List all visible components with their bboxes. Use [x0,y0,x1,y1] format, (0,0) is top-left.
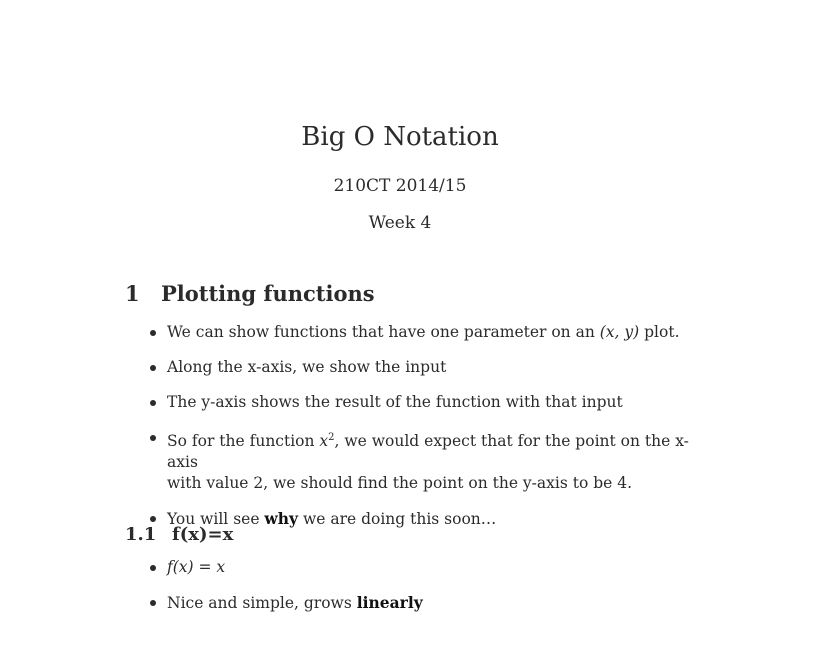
item-text-tail: plot. [639,323,680,341]
bullet-icon [150,516,156,522]
math-exponent: 2 [328,432,335,443]
math-expression: (x, y) [599,323,640,341]
item-text-tail: we are doing this soon… [298,510,497,528]
math-base: x [319,432,329,450]
emphasis-text: why [264,509,299,528]
list-item [150,392,710,413]
item-text: Along the x-axis, we show the input [167,358,447,376]
bullet-icon [150,565,156,571]
item-text: You will see [167,510,265,528]
list-item [150,322,710,343]
document-title: Big O Notation [301,122,499,152]
list-item [150,357,710,378]
bullet-list-plotting [150,322,710,544]
item-text: We can show functions that have one parameter on an [167,323,600,341]
list-item [150,592,710,614]
bullet-icon [150,435,156,441]
emphasis-text: linearly [356,593,423,612]
item-text: The y-axis shows the result of the function with that input [167,393,623,411]
item-text-tail: , we would expect that for the point on the x-axis [167,432,689,471]
subsection-number: 1.1 [125,524,157,545]
list-item [150,427,710,494]
course-code: 210CT 2014/15 [333,176,467,196]
section-title: Plotting functions [161,281,375,306]
bullet-icon [150,600,156,606]
bullet-icon [150,365,156,371]
week-label: Week 4 [368,213,432,233]
list-item [150,557,710,578]
subsection-title: f(x)=x [172,524,234,545]
section-heading-plotting-functions [125,281,375,306]
math-expression: f(x) = x [167,558,226,576]
item-text: Nice and simple, grows [167,594,357,612]
section-number: 1 [125,281,140,306]
bullet-icon [150,330,156,336]
subsection-heading-fx-x [125,524,233,545]
item-text-tail-line2: with value 2, we should find the point on the y-axis to be 4. [167,474,633,492]
bullet-icon [150,400,156,406]
item-text: So for the function [167,432,320,450]
list-item [150,508,710,530]
bullet-list-fx-x [150,557,710,628]
